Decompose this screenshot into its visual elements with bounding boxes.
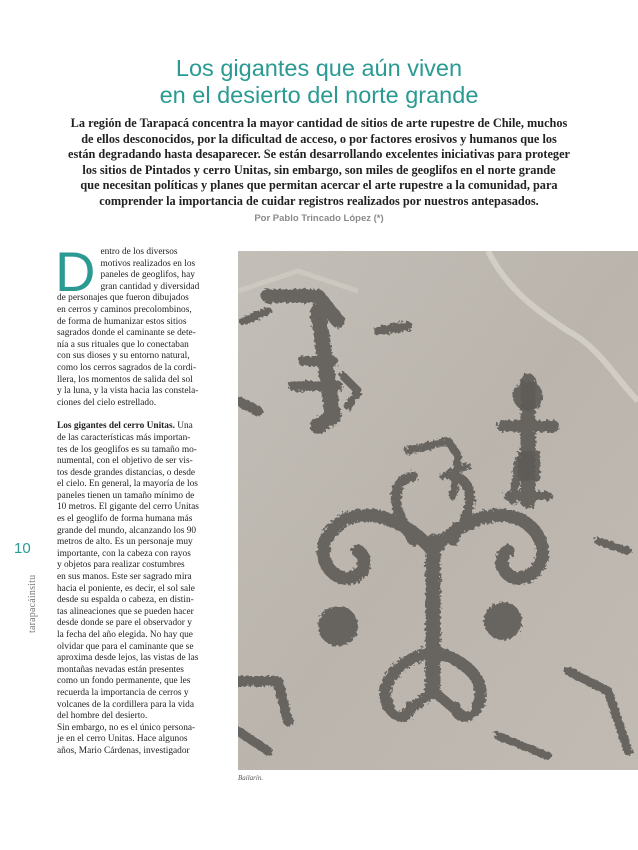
title-line-2: en el desierto del norte grande bbox=[159, 82, 479, 108]
body-line: como un fondo permanente, que les bbox=[57, 676, 191, 687]
body-line: desde su espalda o cabeza, en distin- bbox=[57, 595, 194, 606]
section-subheading: Los gigantes del cerro Unitas. bbox=[57, 421, 175, 432]
page-number: 10 bbox=[14, 540, 31, 557]
body-line: grande del mundo, alcanzando los 90 bbox=[57, 525, 197, 536]
body-line: tas alineaciones que se pueden hacer bbox=[57, 606, 194, 617]
body-line: nía a sus rituales que lo conectaban bbox=[57, 339, 189, 350]
lead-line: que necesitan políticas y planes que permitan acercar el arte rupestre a la comunidad, para bbox=[80, 178, 558, 192]
article-title bbox=[0, 55, 638, 109]
author-byline: Por Pablo Trincado López (*) bbox=[254, 213, 384, 224]
body-line: y objetos para realizar costumbres bbox=[57, 560, 185, 571]
body-line: metros de alto. Es un personaje muy bbox=[57, 537, 193, 548]
body-line: con sus dioses y su entorno natural, bbox=[57, 351, 190, 362]
body-column bbox=[55, 240, 227, 758]
body-line: de personajes que fueron dibujados bbox=[57, 293, 189, 304]
body-line: de forma de humanizar estos sitios bbox=[57, 316, 187, 327]
lead-line: de ellos desconocidos, por la dificultad de acceso, o por factores erosivos y humanos que los bbox=[81, 131, 557, 146]
title-line-1: Los gigantes que aún viven bbox=[175, 55, 463, 81]
body-line: volcanes de la cordillera para la vida bbox=[57, 699, 194, 710]
body-line: 10 metros. El gigante del cerro Unitas bbox=[57, 502, 199, 513]
body-line: tos desde grandes distancias, o desde bbox=[57, 467, 196, 478]
lead-line: están degradando hasta desaparecer. Se están desarrollando excelentes iniciativas para proteger bbox=[68, 147, 570, 161]
body-line: importante, con la cabeza con rayos bbox=[57, 548, 191, 559]
body-line: años, Mario Cárdenas, investigador bbox=[57, 745, 190, 756]
lead-line: La región de Tarapacá concentra la mayor cantidad de sitios de arte rupestre de Chile, muchos bbox=[70, 116, 568, 130]
body-line: de las características más importan- bbox=[57, 432, 191, 443]
body-line: ciones del cielo estrellado. bbox=[57, 397, 157, 408]
body-line: entro de los diversos bbox=[100, 247, 178, 257]
unitas-paragraph bbox=[57, 421, 227, 757]
lead-paragraph bbox=[58, 116, 580, 209]
geoglyph-photo bbox=[238, 251, 638, 770]
body-line: aproxima desde lejos, las vistas de las bbox=[57, 653, 199, 664]
body-line: en sus manos. Este ser sagrado mira bbox=[57, 572, 192, 583]
body-line: el cielo. En general, la mayoría de los bbox=[57, 479, 198, 490]
body-line: montañas nevadas están presentes bbox=[57, 664, 184, 675]
body-line: hacia el poniente, es decir, el sol sale bbox=[57, 583, 195, 594]
body-line: gran cantidad y diversidad bbox=[100, 281, 200, 292]
body-line: la fecha del año elegida. No hay que bbox=[57, 630, 193, 640]
subheading-continuation: Una bbox=[174, 421, 193, 432]
photo-caption: Bailarín. bbox=[238, 774, 264, 782]
magazine-section-tag: tarapacáinsitu bbox=[27, 574, 38, 633]
body-line: recuerda la importancia de cerros y bbox=[57, 687, 189, 698]
body-line: numental, con el objetivo de ser vis- bbox=[57, 456, 193, 467]
body-line: motivos realizados en los bbox=[100, 258, 196, 269]
body-line: paneles tienen un tamaño mínimo de bbox=[57, 490, 195, 501]
body-line: llera, los momentos de salida del sol bbox=[57, 374, 193, 385]
body-line: y la luna, y la vista hacia las constela- bbox=[57, 386, 199, 397]
body-line: tes de los geoglifos es su tamaño mo- bbox=[57, 444, 197, 455]
body-line: desde donde se pare el observador y bbox=[57, 618, 192, 629]
bailarin-geoglyph-image bbox=[238, 251, 638, 770]
lead-line: los sitios de Pintados y cerro Unitas, sin embargo, son miles de geoglifos en el norte grande bbox=[82, 162, 556, 177]
body-line: je en el cerro Unitas. Hace algunos bbox=[57, 734, 188, 745]
body-line: es el geoglifo de forma humana más bbox=[57, 514, 193, 525]
body-line: Sin embargo, no es el único persona- bbox=[57, 722, 196, 733]
body-line: paneles de geoglifos, hay bbox=[100, 270, 195, 281]
drop-cap: D bbox=[55, 240, 96, 303]
body-line: sagrados donde el caminante se dete- bbox=[57, 328, 196, 339]
body-line: como los cerros sagrados de la cordi- bbox=[57, 362, 197, 373]
lead-line: comprender la importancia de cuidar registros realizados por nuestros antepasados. bbox=[99, 193, 539, 208]
body-line: del hombre del desierto. bbox=[57, 711, 148, 722]
body-line: en cerros y caminos precolombinos, bbox=[57, 304, 192, 315]
body-line: olvidar que para el caminante que se bbox=[57, 641, 194, 652]
